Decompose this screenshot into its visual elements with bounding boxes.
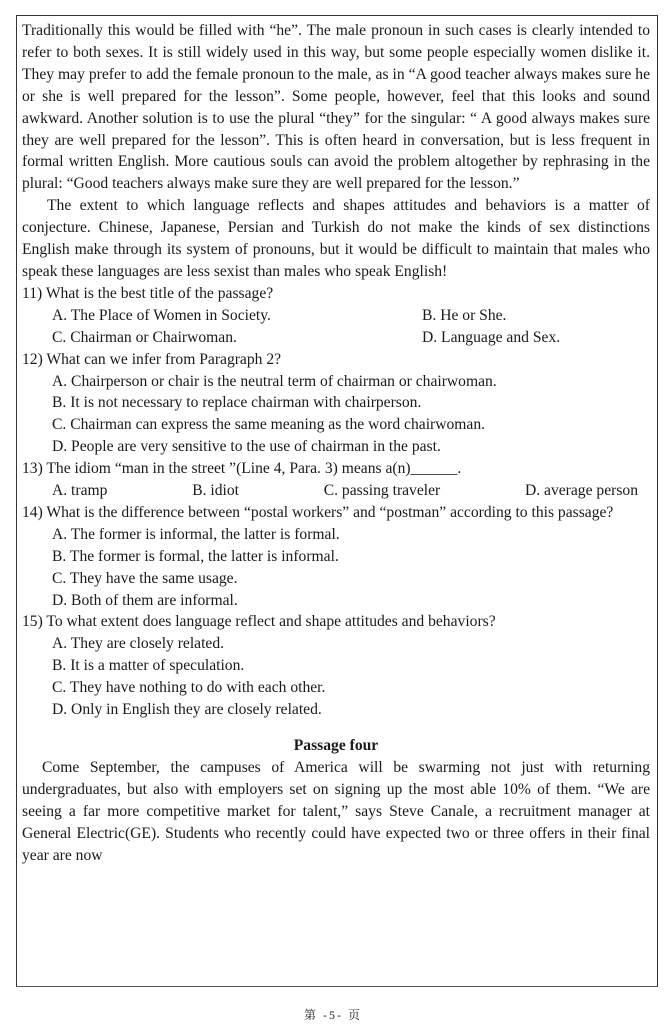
question-12 bbox=[22, 349, 650, 459]
option-15a: A. They are closely related. bbox=[52, 635, 225, 653]
question-14 bbox=[22, 502, 650, 612]
question-11-row-1 bbox=[22, 305, 650, 327]
question-11-row-2 bbox=[22, 327, 650, 349]
page-content bbox=[22, 20, 650, 866]
option-15c: C. They have nothing to do with each other. bbox=[52, 679, 326, 697]
option-13d: D. average person bbox=[524, 482, 638, 500]
option-13c: C. passing traveler bbox=[323, 482, 441, 500]
question-13-options bbox=[22, 480, 650, 502]
question-11 bbox=[22, 283, 650, 349]
question-13 bbox=[22, 458, 650, 502]
question-15-stem: 15) To what extent does language reflect and shape attitudes and behaviors? bbox=[22, 613, 496, 631]
passage-four-heading: Passage four bbox=[293, 737, 379, 754]
option-14d: D. Both of them are informal. bbox=[52, 591, 238, 609]
option-11b: B. He or She. bbox=[422, 306, 507, 324]
option-11d: D. Language and Sex. bbox=[422, 328, 561, 346]
option-15d: D. Only in English they are closely related. bbox=[52, 701, 322, 719]
option-14c: C. They have the same usage. bbox=[52, 569, 238, 587]
option-12c: C. Chairman can express the same meaning as the word chairwoman. bbox=[52, 416, 486, 434]
passage-four-paragraph: Come September, the campuses of America will be swarming not just with returning undergraduates, but also with employers set on signing up the most able 10% of them. “We are seeing a far more competitive market for talent,” says Steve Canale, a recruitment manager at General Electric(GE). Students who recently could have expected two or three offers in their final year are now bbox=[22, 758, 650, 864]
question-11-stem: 11) What is the best title of the passage? bbox=[22, 284, 274, 302]
question-14-stem: 14) What is the difference between “postal workers” and “postman” according to this passage? bbox=[22, 503, 614, 521]
option-11c: C. Chairman or Chairwoman. bbox=[52, 328, 237, 346]
option-12b: B. It is not necessary to replace chairman with chairperson. bbox=[52, 394, 422, 412]
question-13-stem: 13) The idiom “man in the street ”(Line 4, Para. 3) means a(n)______. bbox=[22, 460, 462, 478]
option-14b: B. The former is formal, the latter is informal. bbox=[52, 547, 339, 565]
option-11a: A. The Place of Women in Society. bbox=[52, 306, 271, 324]
option-12d: D. People are very sensitive to the use of chairman in the past. bbox=[52, 438, 441, 456]
option-13a: A. tramp bbox=[52, 482, 108, 500]
option-12a: A. Chairperson or chair is the neutral term of chairman or chairwoman. bbox=[52, 372, 497, 390]
paragraph-1: Traditionally this would be filled with “he”. The male pronoun in such cases is clearly intended to refer to both sexes. It is still widely used in this way, but some people especially women dislike it. They may prefer to add the female pronoun to the male, as in “A good teacher always makes sure he or she is well prepared for the lesson”. Some people, however, feel that this looks and sound awkward. Another solution is to use the plural “they” for the singular: “ A good always makes sure they are well prepared for the lesson”. This is often heard in conversation, but is less frequent in formal written English. More cautious souls can avoid the problem altogether by rephrasing in the plural: “Good teachers always make sure they are well prepared for the lesson.” bbox=[22, 22, 650, 193]
page-number: 第 -5- 页 bbox=[304, 1008, 362, 1022]
question-12-stem: 12) What can we infer from Paragraph 2? bbox=[22, 350, 282, 368]
option-13b: B. idiot bbox=[192, 482, 239, 500]
question-15 bbox=[22, 611, 650, 721]
paragraph-2: The extent to which language reflects and shapes attitudes and behaviors is a matter of conjecture. Chinese, Japanese, Persian and Turkish do not make the kinds of sex distinctions English make through its system of pronouns, but it would be difficult to maintain that males who speak these languages are less sexist than males who speak English! bbox=[22, 197, 650, 280]
option-14a: A. The former is informal, the latter is formal. bbox=[52, 525, 340, 543]
option-15b: B. It is a matter of speculation. bbox=[52, 657, 245, 675]
